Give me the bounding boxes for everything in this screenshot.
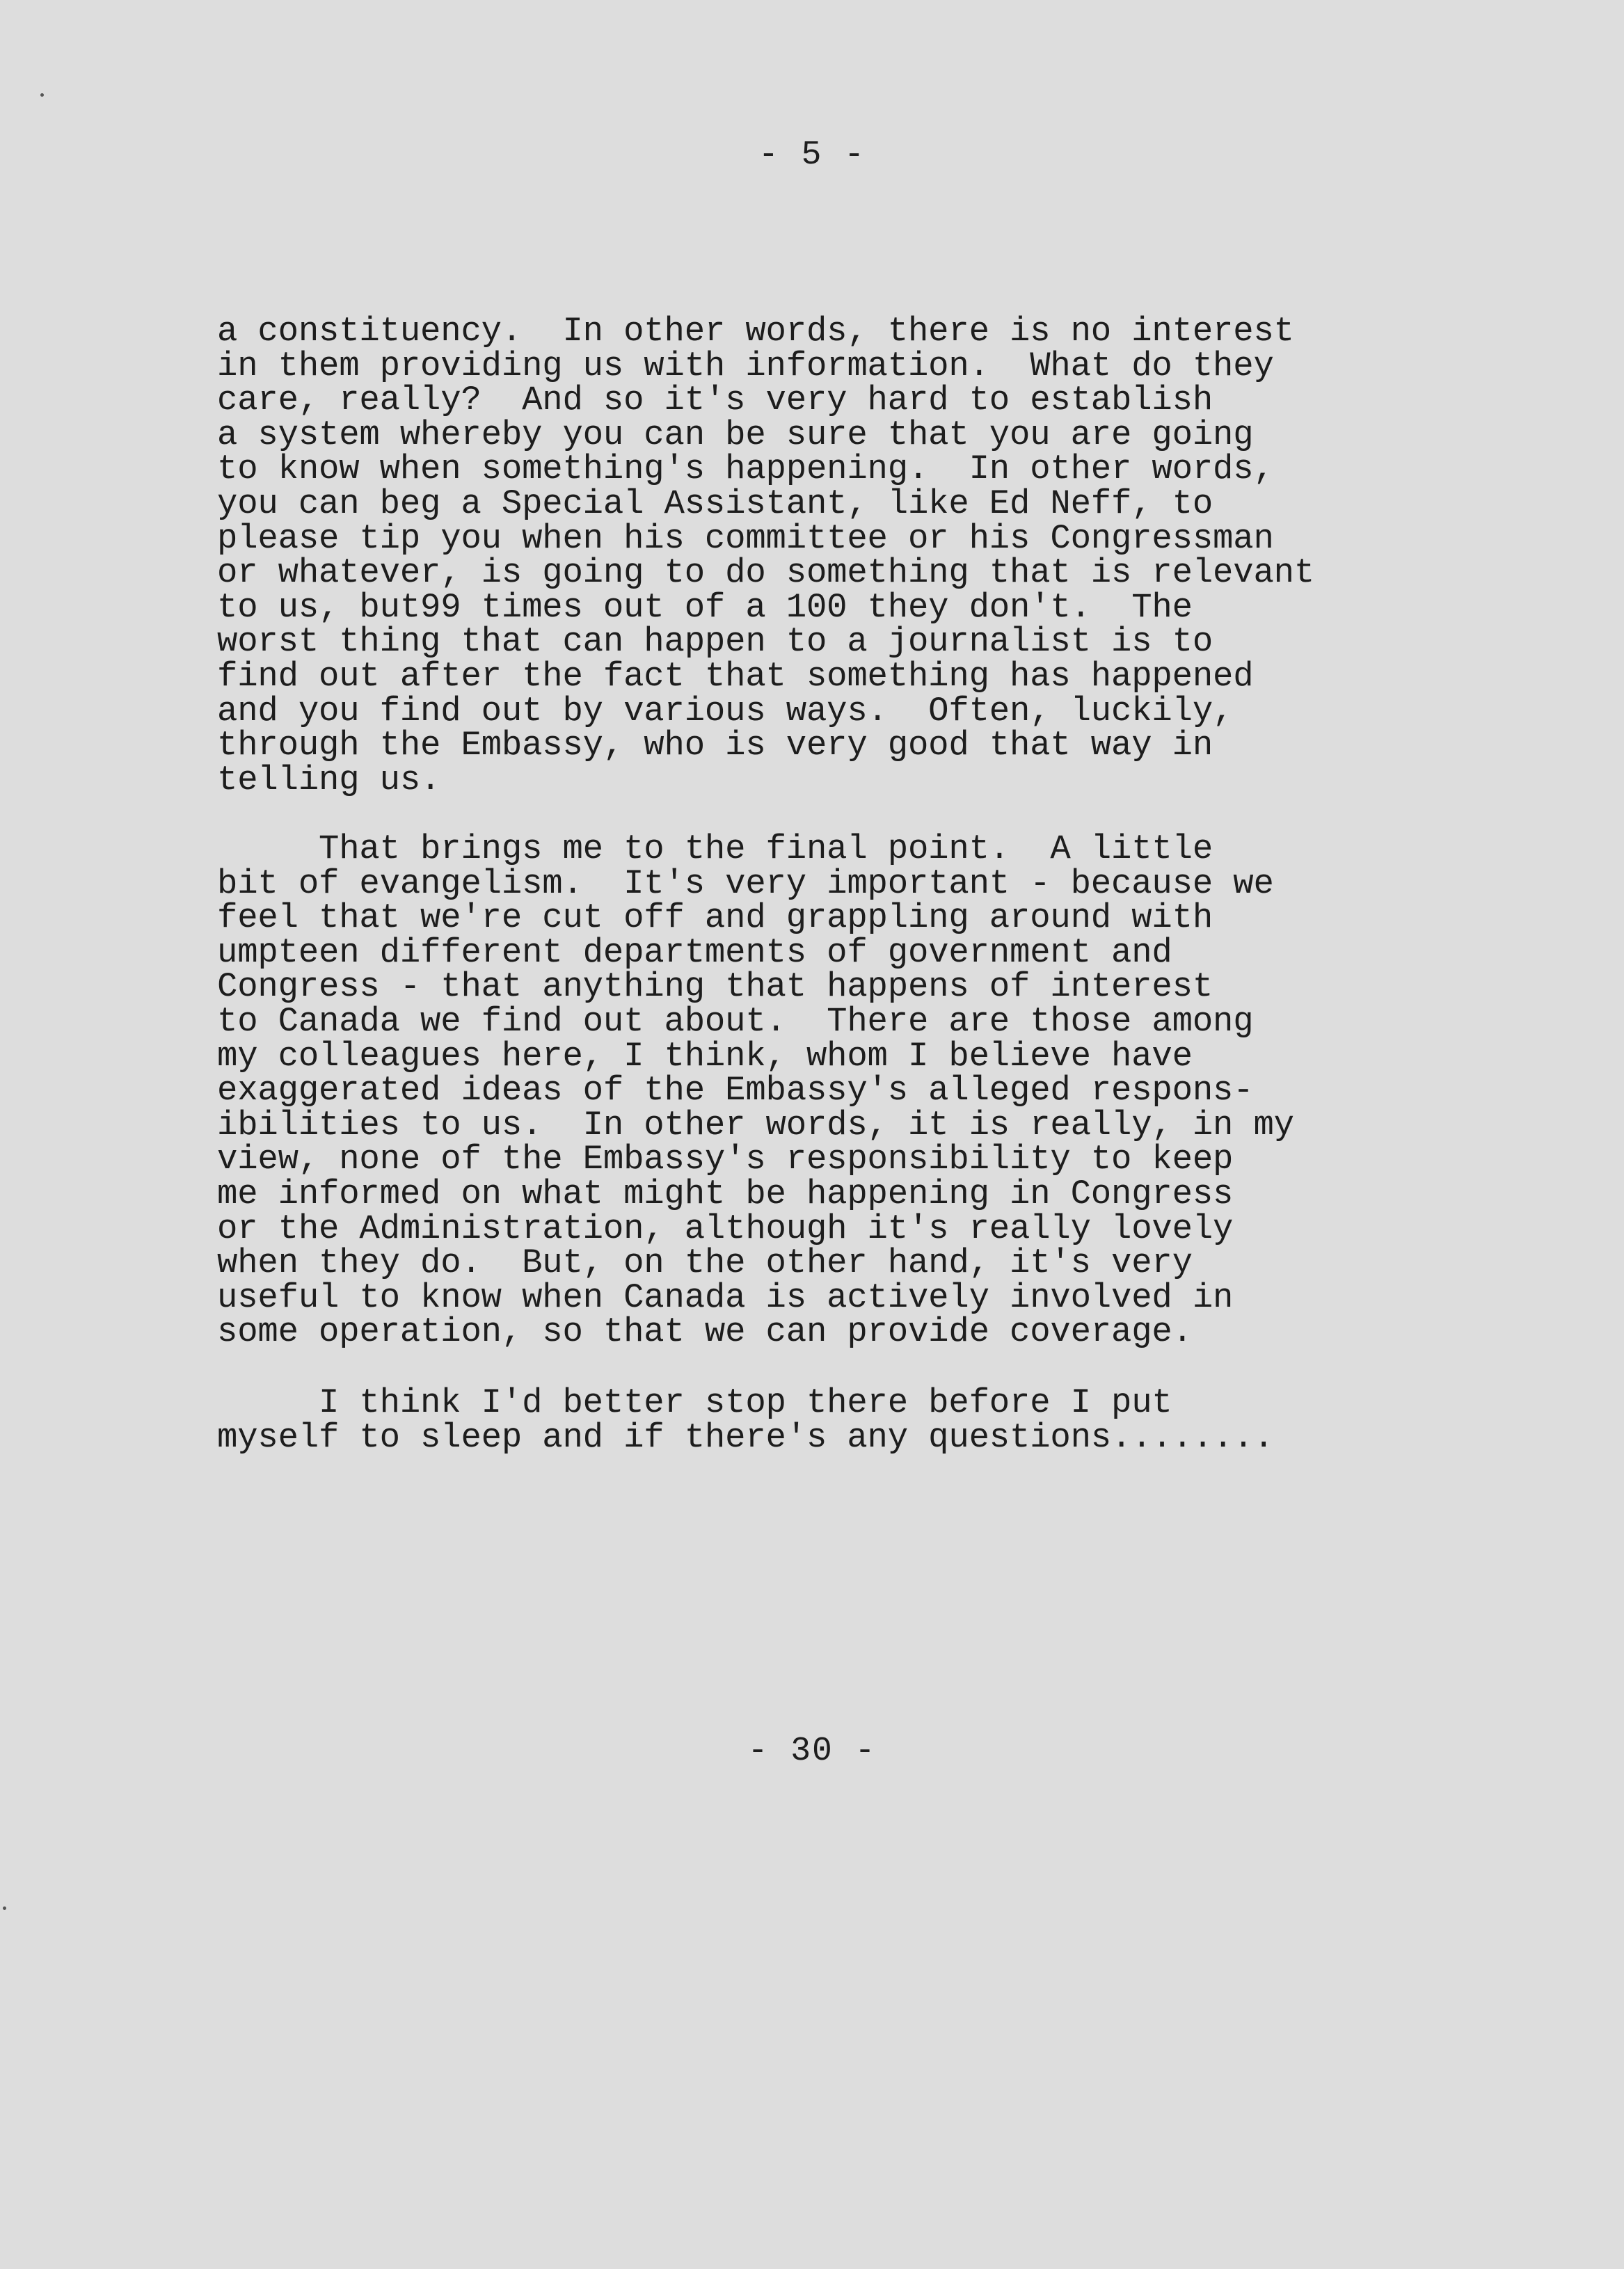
text-line: ibilities to us. In other words, it is really, in my [217,1105,1294,1145]
text-line: telling us. [217,760,441,799]
text-line: a constituency. In other words, there is no interest [217,312,1294,351]
text-line: feel that we're cut off and grappling around with [217,898,1213,938]
text-line: to us, but99 times out of a 100 they don't. The [217,587,1193,627]
text-line: I think I'd better stop there before I put [217,1383,1172,1422]
text-line: find out after the fact that something has happened [217,656,1254,696]
page-number-bottom: - 30 - [747,1733,877,1770]
text-line: through the Embassy, who is very good that way in [217,726,1213,765]
text-line: to Canada we find out about. There are those among [217,1001,1254,1041]
text-line: a system whereby you can be sure that you are going [217,415,1254,454]
text-line: exaggerated ideas of the Embassy's alleged respons- [217,1071,1254,1110]
paragraph-2 [217,829,1294,1352]
scan-speck [3,1906,6,1910]
text-line: myself to sleep and if there's any questions........ [217,1417,1274,1457]
text-line: view, none of the Embassy's responsibility to keep [217,1140,1234,1179]
paragraph-1 [217,312,1315,799]
text-line: care, really? And so it's very hard to establish [217,381,1213,420]
text-line: or whatever, is going to do something that is relevant [217,553,1315,593]
page-number-top: - 5 - [758,136,866,174]
text-line: or the Administration, although it's really lovely [217,1209,1234,1248]
text-line: to know when something's happening. In other words, [217,449,1274,489]
text-line: my colleagues here, I think, whom I believe have [217,1036,1193,1076]
text-line: me informed on what might be happening in Congress [217,1174,1234,1213]
paragraph-3 [217,1383,1274,1457]
text-line: worst thing that can happen to a journalist is to [217,622,1213,662]
scan-speck [40,93,44,97]
text-line: umpteen different departments of government and [217,932,1172,972]
text-line: in them providing us with information. What do they [217,346,1274,385]
text-line: please tip you when his committee or his Congressman [217,518,1274,558]
text-line: useful to know when Canada is actively involved in [217,1277,1234,1317]
text-line: That brings me to the final point. A little [217,829,1213,868]
text-line: when they do. But, on the other hand, it's very [217,1243,1193,1283]
text-line: Congress - that anything that happens of interest [217,967,1213,1007]
text-line: and you find out by various ways. Often, luckily, [217,691,1234,731]
text-line: bit of evangelism. It's very important - because we [217,863,1274,903]
text-line: you can beg a Special Assistant, like Ed Neff, to [217,484,1213,523]
text-line: some operation, so that we can provide coverage. [217,1312,1193,1352]
